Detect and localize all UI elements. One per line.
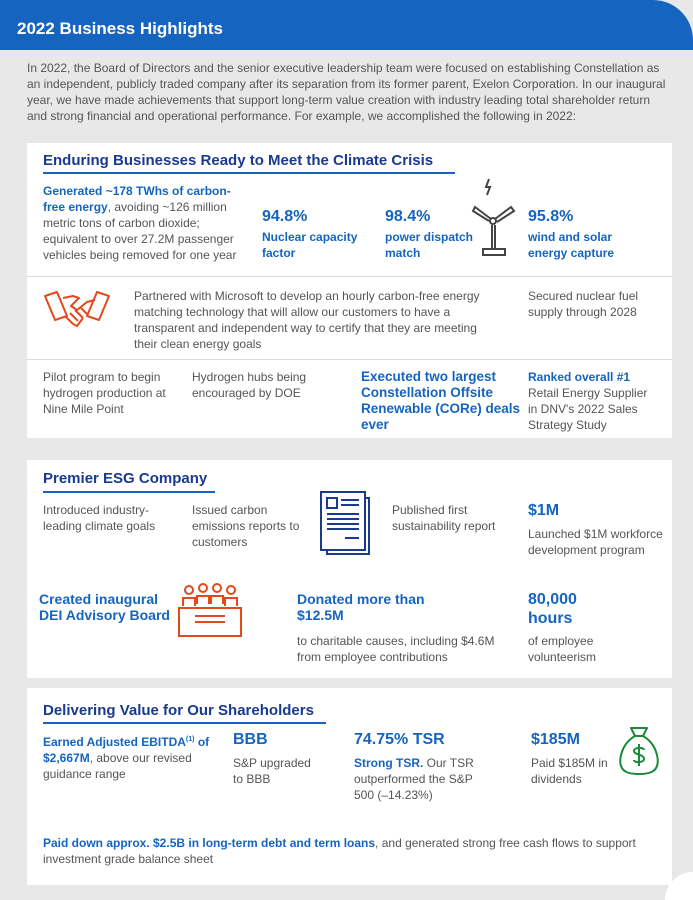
tsr-value: 74.75% TSR: [354, 731, 445, 748]
climate-goals-text: Introduced industry-leading climate goals: [43, 503, 156, 533]
money-bag-icon: [617, 726, 661, 781]
sustainability-report-text: Published first sustainability report: [392, 503, 496, 533]
document-report-icon: [317, 490, 373, 561]
dividends-amount: $185M: [531, 731, 580, 748]
board-meeting-icon: [177, 582, 243, 647]
dividends-text: Paid $185M in dividends: [531, 756, 608, 786]
donation-amount: Donated more than $12.5M: [297, 591, 425, 623]
credit-rating-text: S&P upgraded to BBB: [233, 756, 311, 786]
debt-paydown-text: Paid down approx. $2.5B in long-term debt and term loans, and generated strong free cash flows to support investment grade balance sheet: [43, 836, 636, 866]
section-underline: [43, 172, 455, 174]
section-title-esg: Premier ESG Company: [43, 470, 208, 487]
credit-rating: BBB: [233, 731, 268, 748]
section-underline: [43, 722, 326, 724]
wind-turbine-icon: [467, 177, 522, 262]
workforce-program-text: Launched $1M workforce development program: [528, 527, 663, 557]
volunteer-hours-unit: hours: [528, 610, 573, 627]
page-title: 2022 Business Highlights: [17, 19, 223, 38]
section-title-shareholders: Delivering Value for Our Shareholders: [43, 702, 314, 719]
volunteer-hours: 80,000: [528, 591, 577, 608]
intro-paragraph: In 2022, the Board of Directors and the senior executive leadership team were focused on establishing Constellation as an independent, publicly traded company after its separation from its former parent, Exelon Corporation. In our inaugural year, we have made achievements that support long-term value creation with industry leading total shareholder return and strong financial and operational performance. For example, we accomplished the following in 2022:: [27, 61, 666, 123]
section-shareholders: [27, 688, 672, 885]
hydrogen-pilot-text: Pilot program to begin hydrogen production at Nine Mile Point: [43, 370, 166, 416]
handshake-icon: [43, 288, 111, 337]
header-bar: [0, 0, 693, 50]
wind-solar-pct: 95.8%: [528, 208, 574, 225]
core-deals-text: Executed two largest Constellation Offsite Renewable (CORe) deals ever: [361, 369, 521, 432]
ebitda-text: Earned Adjusted EBITDA$^{(1)}$ of $2,667M, above our revised guidance range: [43, 735, 210, 781]
nuclear-fuel-text: Secured nuclear fuel supply through 2028: [528, 289, 639, 319]
generated-energy-text: Generated ~178 TWhs of carbon-free energy, avoiding ~126 million metric tons of carbon dioxide; equivalent to over 27.2M passenger vehicles being removed for one year: [43, 184, 237, 262]
divider: [27, 276, 672, 277]
nuclear-capacity-label: Nuclear capacity factor: [262, 230, 358, 260]
workforce-amount: $1M: [528, 502, 560, 519]
section-climate: [27, 143, 672, 438]
carbon-reports-text: Issued carbon emissions reports to customers: [192, 503, 300, 549]
tsr-text: Strong TSR. Our TSR outperformed the S&P 500 (–14.23%): [354, 756, 474, 802]
power-dispatch-pct: 98.4%: [385, 208, 431, 225]
dei-board-text: Created inaugural DEI Advisory Board: [39, 591, 170, 623]
section-underline: [43, 491, 215, 493]
donation-text: to charitable causes, including $4.6M from employee contributions: [297, 634, 495, 664]
volunteerism-text: of employee volunteerism: [528, 634, 597, 664]
divider: [27, 359, 672, 360]
hydrogen-hubs-text: Hydrogen hubs being encouraged by DOE: [192, 370, 307, 400]
power-dispatch-label: power dispatch match: [385, 230, 474, 260]
microsoft-partnership-text: Partnered with Microsoft to develop an hourly carbon-free energy matching technology that will allow our customers to have a transparent and independent way to certify that they are meeting their clean energy goals: [134, 289, 480, 351]
nuclear-capacity-pct: 94.8%: [262, 208, 308, 225]
ranked-number-one-text: Ranked overall #1 Retail Energy Supplier in DNV's 2022 Sales Strategy Study: [528, 370, 648, 432]
section-esg: [27, 460, 672, 678]
wind-solar-label: wind and solar energy capture: [528, 230, 615, 260]
section-title-climate: Enduring Businesses Ready to Meet the Climate Crisis: [43, 152, 434, 169]
